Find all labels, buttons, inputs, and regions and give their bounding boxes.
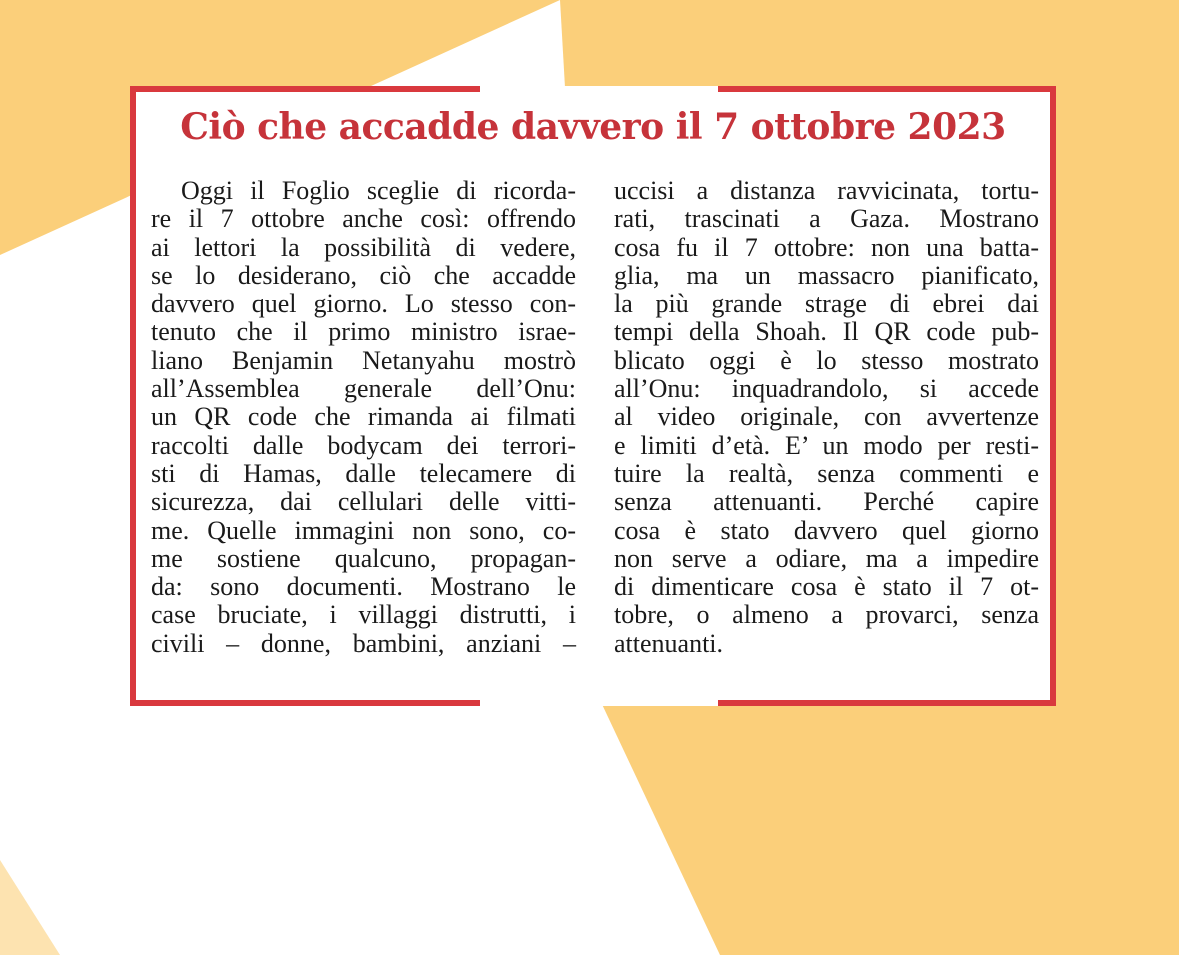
frame-top-line-left	[130, 86, 480, 92]
text-line: case bruciate, i villaggi distrutti, i	[151, 600, 576, 630]
text-line: rati, trascinati a Gaza. Mostrano	[614, 204, 1039, 234]
text-line: me sostiene qualcuno, propagan-	[151, 543, 576, 573]
text-line: la più grande strage di ebrei dai	[614, 289, 1039, 319]
text-line: glia, ma un massacro pianificato,	[614, 260, 1039, 290]
text-line: tuire la realtà, senza commenti e	[614, 458, 1039, 488]
text-line: sti di Hamas, dalle telecamere di	[151, 458, 576, 488]
text-line: tempi della Shoah. Il QR code pub-	[614, 317, 1039, 347]
text-line: civili – donne, bambini, anziani –	[151, 628, 576, 658]
text-line: se lo desiderano, ciò che accadde	[151, 260, 576, 290]
frame-bottom-line-left	[130, 700, 480, 706]
text-line: cosa è stato davvero quel giorno	[614, 515, 1039, 545]
text-line: ai lettori la possibilità di vedere,	[151, 232, 576, 262]
text-line: davvero quel giorno. Lo stesso con-	[151, 289, 576, 319]
text-line: raccolti dalle bodycam dei terrori-	[151, 430, 576, 460]
text-line: all’Onu: inquadrandolo, si accede	[614, 374, 1039, 404]
text-line: al video originale, con avvertenze	[614, 402, 1039, 432]
text-line: all’Assemblea generale dell’Onu:	[151, 374, 576, 404]
article-column-right	[614, 177, 1039, 658]
text-line: me. Quelle immagini non sono, co-	[151, 515, 576, 545]
text-line: sicurezza, dai cellulari delle vitti-	[151, 487, 576, 517]
text-line: Oggi il Foglio sceglie di ricorda-	[181, 176, 576, 205]
frame-bottom-line-right	[718, 700, 1056, 706]
text-line: un QR code che rimanda ai filmati	[151, 402, 576, 432]
text-line: non serve a odiare, ma a impedire	[614, 543, 1039, 573]
frame-top-line-right	[718, 86, 1056, 92]
text-line: tenuto che il primo ministro israe-	[151, 317, 576, 347]
text-line: liano Benjamin Netanyahu mostrò	[151, 345, 576, 375]
article-column-left	[151, 177, 576, 658]
text-line: da: sono documenti. Mostrano le	[151, 572, 576, 602]
article-box	[130, 86, 1056, 706]
text-line: di dimenticare cosa è stato il 7 ot-	[614, 572, 1039, 602]
text-line: re il 7 ottobre anche così: offrendo	[151, 204, 576, 234]
text-line: attenuanti.	[614, 628, 724, 658]
text-line: e limiti d’età. E’ un modo per resti-	[614, 430, 1039, 460]
text-line: tobre, o almeno a provarci, senza	[614, 600, 1039, 630]
text-line: uccisi a distanza ravvicinata, tortu-	[614, 176, 1039, 205]
text-line: blicato oggi è lo stesso mostrato	[614, 345, 1039, 375]
text-line: cosa fu il 7 ottobre: non una batta-	[614, 232, 1039, 262]
article-title: Ciò che accadde davvero il 7 ottobre 2023	[180, 106, 1006, 148]
text-line: senza attenuanti. Perché capire	[614, 487, 1039, 517]
